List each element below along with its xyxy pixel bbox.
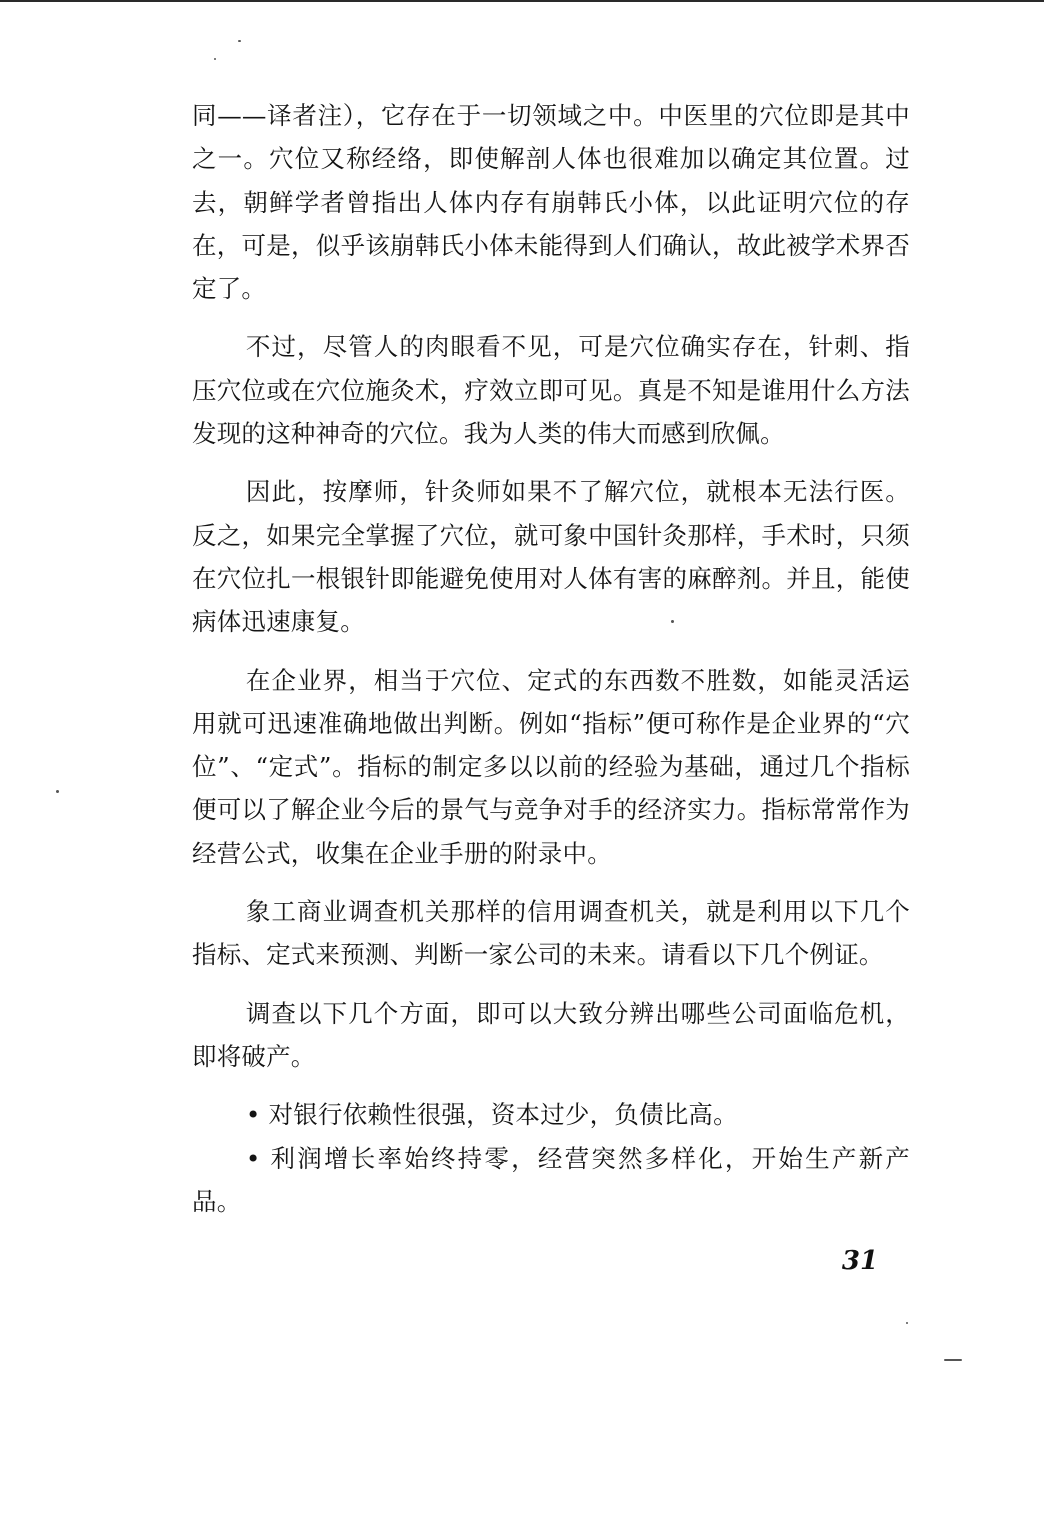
scan-speck [238, 40, 241, 42]
bullet-item-1: • 对银行依赖性很强，资本过少，负债比高。 [245, 1100, 738, 1130]
page-body [192, 94, 910, 1223]
paragraph-4: 在企业界，相当于穴位、定式的东西数不胜数，如能灵活运用就可迅速准确地做出判断。例如“指标”便可称作是企业界的“穴位”、“定式”。指标的制定多以以前的经验为基础，通过几个指标便可以了解企业今后的景气与竞争对手的经济实力。指标常常作为经营公式，收集在企业手册的附录中。 [192, 665, 910, 868]
scan-speck [214, 58, 216, 60]
scan-speck [944, 1359, 962, 1361]
page-number: 31 [841, 1246, 879, 1276]
scan-top-edge [0, 0, 1044, 2]
paragraph-5: 象工商业调查机关那样的信用调查机关，就是利用以下几个指标、定式来预测、判断一家公司的未来。请看以下几个例证。 [192, 897, 910, 970]
scan-speck [56, 790, 59, 793]
bullet-item-2: • 利润增长率始终持零，经营突然多样化，开始生产新产品。 [192, 1143, 910, 1216]
paragraph-1: 同——译者注），它存在于一切领域之中。中医里的穴位即是其中之一。穴位又称经络，即使解剖人体也很难加以确定其位置。过去，朝鲜学者曾指出人体内存有崩韩氏小体，以此证明穴位的存在，可是，似乎该崩韩氏小体未能得到人们确认，故此被学术界否定了。 [192, 101, 910, 304]
paragraph-3: 因此，按摩师，针灸师如果不了解穴位，就根本无法行医。反之，如果完全掌握了穴位，就可象中国针灸那样，手术时，只须在穴位扎一根银针即能避免使用对人体有害的麻醉剂。并且，能使病体迅速康复。 [192, 477, 910, 637]
scan-speck [906, 1322, 908, 1324]
paragraph-6: 调查以下几个方面，即可以大致分辨出哪些公司面临危机，即将破产。 [192, 998, 910, 1071]
paragraph-2: 不过，尽管人的肉眼看不见，可是穴位确实存在，针刺、指压穴位或在穴位施灸术，疗效立即可见。真是不知是谁用什么方法发现的这种神奇的穴位。我为人类的伟大而感到欣佩。 [192, 332, 910, 449]
